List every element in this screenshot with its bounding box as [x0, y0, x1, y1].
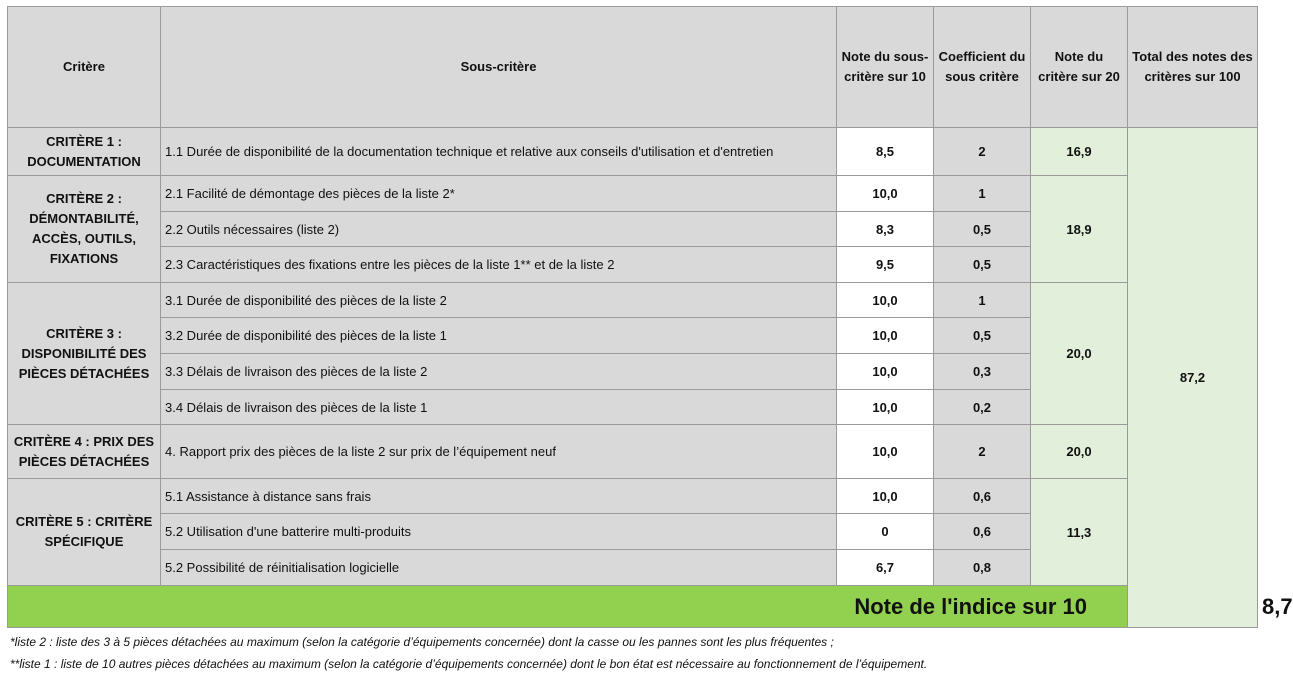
criterion-4-label: CRITÈRE 4 : PRIX DES PIÈCES DÉTACHÉES: [8, 425, 161, 479]
sub-criterion-coef: 1: [934, 176, 1031, 212]
sub-criterion-label: 3.2 Durée de disponibilité des pièces de la liste 1: [161, 318, 837, 354]
sub-criterion-label: 3.1 Durée de disponibilité des pièces de la liste 2: [161, 283, 837, 318]
sub-criterion-note: 8,5: [837, 128, 934, 176]
sub-criterion-note: 10,0: [837, 390, 934, 425]
sub-criterion-note: 10,0: [837, 479, 934, 514]
sub-criterion-label: 2.2 Outils nécessaires (liste 2): [161, 212, 837, 247]
sub-criterion-coef: 1: [934, 283, 1031, 318]
repairability-table: [7, 6, 1293, 628]
sub-criterion-coef: 0,3: [934, 354, 1031, 390]
footer-label: Note de l'indice sur 10: [8, 586, 1128, 628]
criterion-1-note: 16,9: [1031, 128, 1128, 176]
header-total: Total des notes des critères sur 100: [1128, 7, 1258, 128]
sub-criterion-label: 4. Rapport prix des pièces de la liste 2 sur prix de l’équipement neuf: [161, 425, 837, 479]
sub-criterion-label: 3.4 Délais de livraison des pièces de la liste 1: [161, 390, 837, 425]
sub-criterion-label: 2.3 Caractéristiques des fixations entre les pièces de la liste 1** et de la liste 2: [161, 247, 837, 283]
header-sous-critere: Sous-critère: [161, 7, 837, 128]
table-row: [8, 176, 1258, 212]
sub-criterion-note: 9,5: [837, 247, 934, 283]
criterion-3-note: 20,0: [1031, 283, 1128, 425]
footnote-liste-1: **liste 1 : liste de 10 autres pièces détachées au maximum (selon la catégorie d’équipements concernée) dont le bon état est nécessaire au fonctionnement de l’équipement.: [10, 657, 928, 671]
sub-criterion-note: 10,0: [837, 283, 934, 318]
sub-criterion-label: 2.1 Facilité de démontage des pièces de la liste 2*: [161, 176, 837, 212]
criterion-5-note: 11,3: [1031, 479, 1128, 586]
total-value: 87,2: [1128, 128, 1258, 628]
criterion-3-label: CRITÈRE 3 : DISPONIBILITÉ DES PIÈCES DÉTACHÉES: [8, 283, 161, 425]
criterion-2-label: CRITÈRE 2 : DÉMONTABILITÉ, ACCÈS, OUTILS, FIXATIONS: [8, 176, 161, 283]
criterion-5-label: CRITÈRE 5 : CRITÈRE SPÉCIFIQUE: [8, 479, 161, 586]
sub-criterion-coef: 0,8: [934, 550, 1031, 586]
sub-criterion-note: 10,0: [837, 425, 934, 479]
table-row: [8, 425, 1258, 479]
sub-criterion-label: 3.3 Délais de livraison des pièces de la liste 2: [161, 354, 837, 390]
sub-criterion-label: 5.1 Assistance à distance sans frais: [161, 479, 837, 514]
header-note-sous: Note du sous-critère sur 10: [837, 7, 934, 128]
criterion-1-label: CRITÈRE 1 : DOCUMENTATION: [8, 128, 161, 176]
footnotes: [10, 631, 927, 675]
sub-criterion-coef: 0,5: [934, 247, 1031, 283]
sub-criterion-coef: 2: [934, 128, 1031, 176]
sub-criterion-coef: 0,5: [934, 318, 1031, 354]
sub-criterion-note: 10,0: [837, 318, 934, 354]
sub-criterion-note: 6,7: [837, 550, 934, 586]
header-row: [8, 7, 1258, 128]
sub-criterion-note: 8,3: [837, 212, 934, 247]
criterion-4-note: 20,0: [1031, 425, 1128, 479]
sub-criterion-note: 10,0: [837, 354, 934, 390]
table-row: [8, 283, 1258, 318]
sub-criterion-note: 10,0: [837, 176, 934, 212]
table-row: [8, 479, 1258, 514]
criterion-2-note: 18,9: [1031, 176, 1128, 283]
sub-criterion-coef: 0,5: [934, 212, 1031, 247]
sub-criterion-label: 5.2 Possibilité de réinitialisation logicielle: [161, 550, 837, 586]
sub-criterion-coef: 0,6: [934, 479, 1031, 514]
header-coefficient: Coefficient du sous critère: [934, 7, 1031, 128]
footer-row: Note de l'indice sur 10 8,7: [8, 586, 1258, 628]
header-note-critere: Note du critère sur 20: [1031, 7, 1128, 128]
sub-criterion-label: 1.1 Durée de disponibilité de la documentation technique et relative aux conseils d'utilisation et d'entretien: [161, 128, 837, 176]
table-row: [8, 128, 1258, 176]
sub-criterion-coef: 0,6: [934, 514, 1031, 550]
footnote-liste-2: *liste 2 : liste des 3 à 5 pièces détachées au maximum (selon la catégorie d’équipements concernée) dont la casse ou les pannes sont les plus fréquentes ;: [10, 635, 834, 649]
sub-criterion-coef: 2: [934, 425, 1031, 479]
sub-criterion-label: 5.2 Utilisation d'une batterire multi-produits: [161, 514, 837, 550]
sub-criterion-coef: 0,2: [934, 390, 1031, 425]
sub-criterion-note: 0: [837, 514, 934, 550]
header-critere: Critère: [8, 7, 161, 128]
